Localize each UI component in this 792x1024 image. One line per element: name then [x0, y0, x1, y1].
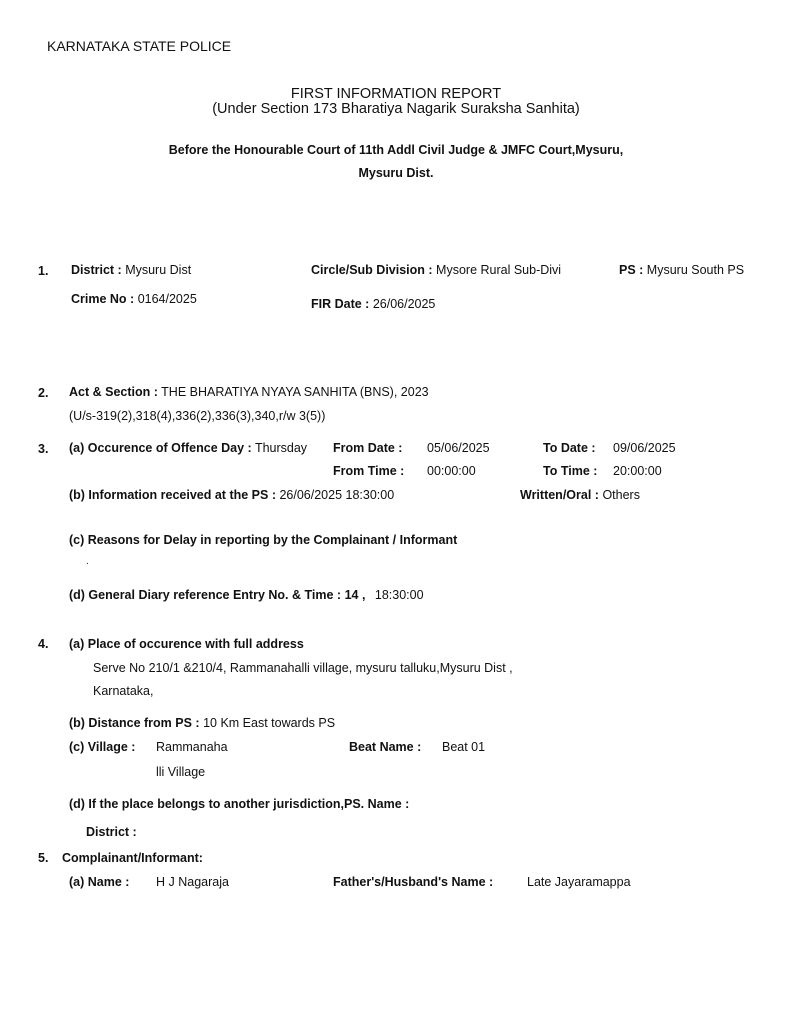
- from-date-value: 05/06/2025: [427, 441, 490, 455]
- from-time-label: From Time :: [333, 464, 405, 478]
- ps-value: Mysuru South PS: [646, 263, 745, 277]
- complainant-name-value: H J Nagaraja: [156, 875, 229, 889]
- beat-name-label: Beat Name :: [349, 740, 422, 754]
- circle-label: Circle/Sub Division :: [311, 263, 433, 277]
- section-1-number: 1.: [38, 264, 49, 278]
- report-subtitle: (Under Section 173 Bharatiya Nagarik Suraksha Sanhita): [212, 101, 580, 117]
- distance-value: 10 Km East towards PS: [203, 716, 336, 730]
- beat-name-value: Beat 01: [442, 740, 486, 754]
- place-label: (a) Place of occurence with full address: [69, 637, 304, 651]
- section-2-number: 2.: [38, 386, 49, 400]
- address-line-2: Karnataka,: [93, 684, 154, 698]
- father-name-label: Father's/Husband's Name :: [333, 875, 494, 889]
- fir-date-label: FIR Date :: [311, 297, 370, 311]
- crime-row: [71, 292, 197, 306]
- from-time-value: 00:00:00: [427, 464, 476, 478]
- to-date-value: 09/06/2025: [613, 441, 676, 455]
- written-oral-row: [520, 488, 640, 502]
- info-received-label: (b) Information received at the PS :: [69, 488, 276, 502]
- court-line-1: Before the Honourable Court of 11th Addl Civil Judge & JMFC Court,Mysuru,: [168, 143, 624, 157]
- gd-time: 18:30:00: [374, 588, 424, 602]
- father-name-value: Late Jayaramappa: [527, 875, 631, 889]
- village-value-line-2: lli Village: [156, 765, 206, 779]
- fir-date-value: 26/06/2025: [372, 297, 436, 311]
- delay-reason-value: .: [86, 556, 89, 567]
- offence-day-value: Thursday: [254, 441, 308, 455]
- jurisdiction-district-label: District :: [86, 825, 137, 839]
- circle-value: Mysore Rural Sub-Divi: [436, 263, 562, 277]
- district-label: District :: [71, 263, 122, 277]
- gd-label: (d) General Diary reference Entry No. & Time :: [69, 588, 342, 602]
- written-oral-value: Others: [602, 488, 640, 502]
- to-time-value: 20:00:00: [613, 464, 662, 478]
- address-line-1: Serve No 210/1 &210/4, Rammanahalli village, mysuru talluku,Mysuru Dist ,: [93, 661, 513, 675]
- act-label: Act & Section :: [69, 385, 158, 399]
- fir-date-row: [311, 297, 435, 311]
- offence-day-row: [69, 441, 307, 455]
- info-received-value: 26/06/2025 18:30:00: [279, 488, 395, 502]
- delay-reason-label: (c) Reasons for Delay in reporting by the Complainant / Informant: [69, 533, 458, 547]
- circle-row: [311, 263, 561, 277]
- ps-row: [619, 263, 744, 277]
- distance-row: [69, 716, 335, 730]
- offence-day-label: (a) Occurence of Offence Day :: [69, 441, 252, 455]
- section-5-number: 5.: [38, 851, 49, 865]
- to-date-label: To Date :: [543, 441, 596, 455]
- jurisdiction-label: (d) If the place belongs to another jurisdiction,PS. Name :: [69, 797, 410, 811]
- from-date-label: From Date :: [333, 441, 403, 455]
- written-oral-label: Written/Oral :: [520, 488, 599, 502]
- district-row: [71, 263, 191, 277]
- gd-row: [69, 588, 424, 602]
- village-value-line-1: Rammanaha: [156, 740, 228, 754]
- act-row: [69, 385, 429, 399]
- village-label: (c) Village :: [69, 740, 136, 754]
- report-title: FIRST INFORMATION REPORT: [290, 86, 502, 102]
- info-received-row: [69, 488, 394, 502]
- org-name: KARNATAKA STATE POLICE: [47, 38, 232, 54]
- court-line-2: Mysuru Dist.: [358, 166, 434, 180]
- crime-label: Crime No :: [71, 292, 135, 306]
- act-value: THE BHARATIYA NYAYA SANHITA (BNS), 2023: [161, 385, 429, 399]
- to-time-label: To Time :: [543, 464, 598, 478]
- ps-label: PS :: [619, 263, 644, 277]
- sections-value: (U/s-319(2),318(4),336(2),336(3),340,r/w 3(5)): [69, 409, 326, 423]
- crime-value: 0164/2025: [137, 292, 197, 306]
- section-4-number: 4.: [38, 637, 49, 651]
- section-3-number: 3.: [38, 442, 49, 456]
- gd-entry-number: 14 ,: [344, 588, 366, 602]
- district-value: Mysuru Dist: [125, 263, 192, 277]
- complainant-title: Complainant/Informant:: [62, 851, 203, 865]
- complainant-name-label: (a) Name :: [69, 875, 130, 889]
- distance-label: (b) Distance from PS :: [69, 716, 200, 730]
